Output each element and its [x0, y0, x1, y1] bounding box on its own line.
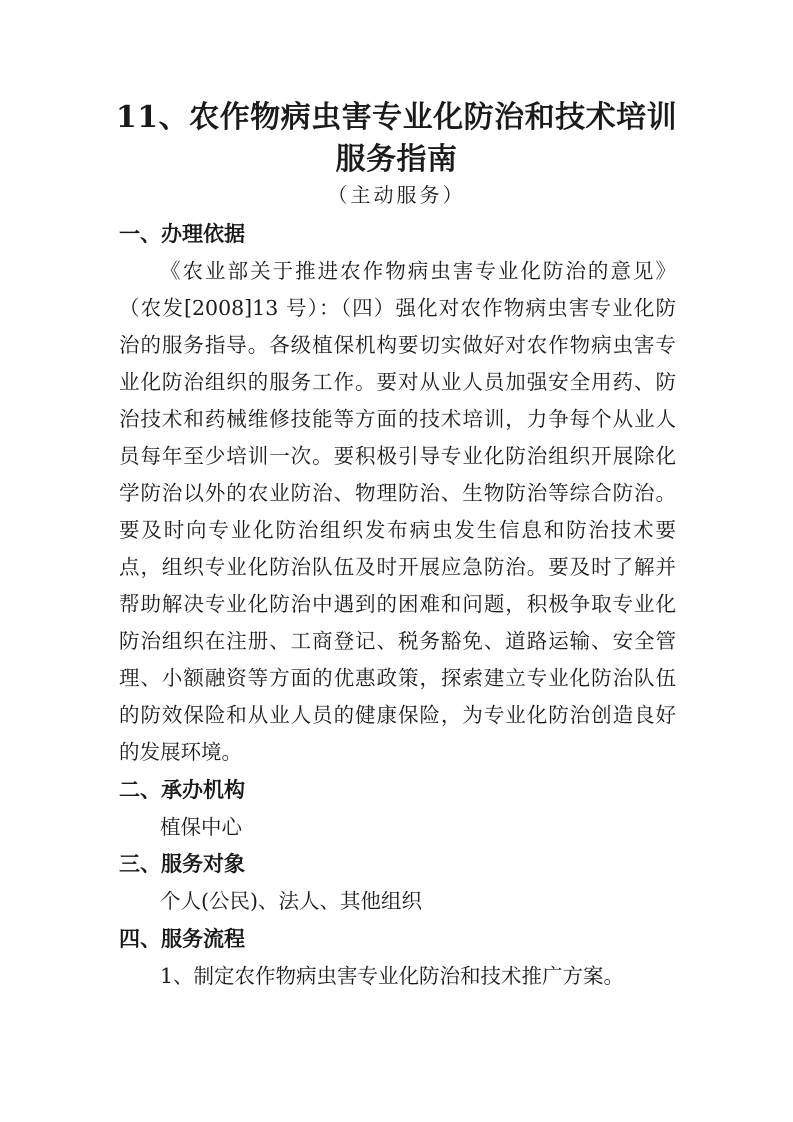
paragraph-line: 员每年至少培训一次。要积极引导专业化防治组织开展除化 [119, 444, 676, 468]
paragraph-line: 帮助解决专业化防治中遇到的困难和问题，积极争取专业化 [119, 592, 676, 616]
paragraph-line: 学防治以外的农业防治、物理防治、生物防治等综合防治。 [119, 481, 676, 505]
section-heading-service-process: 四、服务流程 [119, 927, 245, 951]
paragraph-line: 业化防治组织的服务工作。要对从业人员加强安全用药、防 [119, 370, 676, 394]
paragraph-line: （农发[2008]13 号）：（四）强化对农作物病虫害专业化防 [119, 296, 676, 320]
document-title-line-2: 服务指南 [335, 142, 458, 177]
section-heading-organizer: 二、承办机构 [119, 778, 245, 802]
paragraph-line: 的发展环境。 [119, 740, 242, 764]
paragraph-line: 要及时向专业化防治组织发布病虫发生信息和防治技术要 [119, 518, 676, 542]
paragraph-line: 点，组织专业化防治队伍及时开展应急防治。要及时了解并 [119, 555, 676, 579]
organizer-text: 植保中心 [160, 815, 242, 839]
paragraph-line: 防治组织在注册、工商登记、税务豁免、道路运输、安全管 [119, 629, 676, 653]
paragraph-line: 治的服务指导。各级植保机构要切实做好对农作物病虫害专 [119, 333, 676, 357]
paragraph-line: 治技术和药械维修技能等方面的技术培训，力争每个从业人 [119, 407, 676, 431]
paragraph-line: 理、小额融资等方面的优惠政策，探索建立专业化防治队伍 [119, 666, 676, 690]
paragraph-line: 的防效保险和从业人员的健康保险，为专业化防治创造良好 [119, 703, 676, 727]
section-heading-basis: 一、办理依据 [119, 222, 245, 246]
paragraph-line: 《农业部关于推进农作物病虫害专业化防治的意见》 [160, 259, 676, 283]
service-target-text: 个人(公民)、法人、其他组织 [160, 889, 422, 913]
document-title-line-1: 11、农作物病虫害专业化防治和技术培训 [115, 100, 678, 135]
section-heading-service-target: 三、服务对象 [119, 852, 245, 876]
service-process-step: 1、制定农作物病虫害专业化防治和技术推广方案。 [160, 964, 625, 988]
document-subtitle: （主动服务） [327, 183, 466, 207]
